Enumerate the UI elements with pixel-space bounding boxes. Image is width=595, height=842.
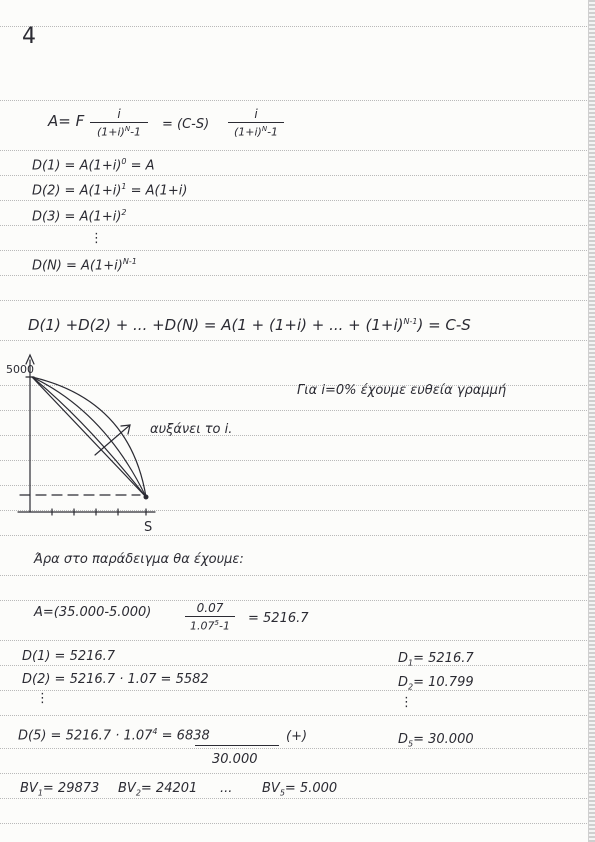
graph-y-label: 5000 <box>6 363 34 376</box>
example-a-result: = 5216.7 <box>248 611 309 626</box>
example-cum-d1: $D_1= 5216.7$ <box>398 651 474 668</box>
sum-line: D(1) +D(2) + ... +D(N) = A(1 + (1+i) + ... + $(1+i)^{N-1}) = C-S$ <box>28 316 471 334</box>
sum-underline <box>195 745 279 746</box>
example-d1: D(1) = 5216.7 <box>22 649 116 664</box>
example-d5: $D(5) = 5216.7 \cdot 1.07^4 = 6838$ <box>18 727 210 744</box>
bv-dots: ... <box>220 781 233 796</box>
vertical-ellipsis: ⋮ <box>90 231 103 246</box>
d-line-1: $D(1) = A(1+i)^0 = A$ <box>32 157 155 174</box>
d-line-2: $D(2) = A(1+i)^1 = A(1+i)$ <box>32 182 188 199</box>
fraction-numerator: 0.07 <box>196 601 224 615</box>
fraction-numerator: i <box>117 107 121 121</box>
example-heading: Άρα στο παράδειγμα θα έχουμε: <box>34 552 244 567</box>
page-number: 4 <box>22 24 36 49</box>
example-a-lhs: A=(35.000-5.000) <box>34 605 152 620</box>
graph-increase-arrow <box>95 425 130 455</box>
fraction-denominator: $(1+i)^N-1$ <box>96 125 142 139</box>
bv-5: $BV_5= 5.000$ <box>262 781 338 798</box>
graph-note-increase: αυξάνει το i. <box>150 422 233 437</box>
bv-2: $BV_2= 24201$ <box>118 781 198 798</box>
bv-1: $BV_1= 29873$ <box>20 781 100 798</box>
sum-total: 30.000 <box>212 752 258 767</box>
d-line-n: $D(N) = A(1+i)^{N-1}$ <box>32 257 137 274</box>
example-d2: D(2) = 5216.7 · 1.07 = 5582 <box>22 672 209 687</box>
fraction-denominator: $(1+i)^N-1$ <box>233 125 279 139</box>
graph-end-point <box>144 495 149 500</box>
sum-plus-sign: (+) <box>286 729 308 744</box>
graph-note-zero-rate: Για i=0% έχουμε ευθεία γραμμή <box>297 383 507 398</box>
example-ellipsis-left: ⋮ <box>36 691 49 706</box>
fraction-numerator: i <box>254 107 258 121</box>
d-line-3: $D(3) = A(1+i)^2$ <box>32 208 127 225</box>
example-ellipsis-right: ⋮ <box>400 695 413 710</box>
graph-x-label: S <box>144 520 153 535</box>
fraction-denominator: 1.07$^5$-1 <box>190 619 230 633</box>
graph-straight-line <box>32 377 146 497</box>
formula-a-mid: = (C-S) <box>162 117 210 132</box>
example-cum-d2: $D_2= 10.799$ <box>398 675 474 692</box>
example-cum-d5: $D_5= 30.000$ <box>398 732 474 749</box>
formula-a-lhs: A= F <box>48 112 85 130</box>
example-a-fraction <box>185 602 235 632</box>
